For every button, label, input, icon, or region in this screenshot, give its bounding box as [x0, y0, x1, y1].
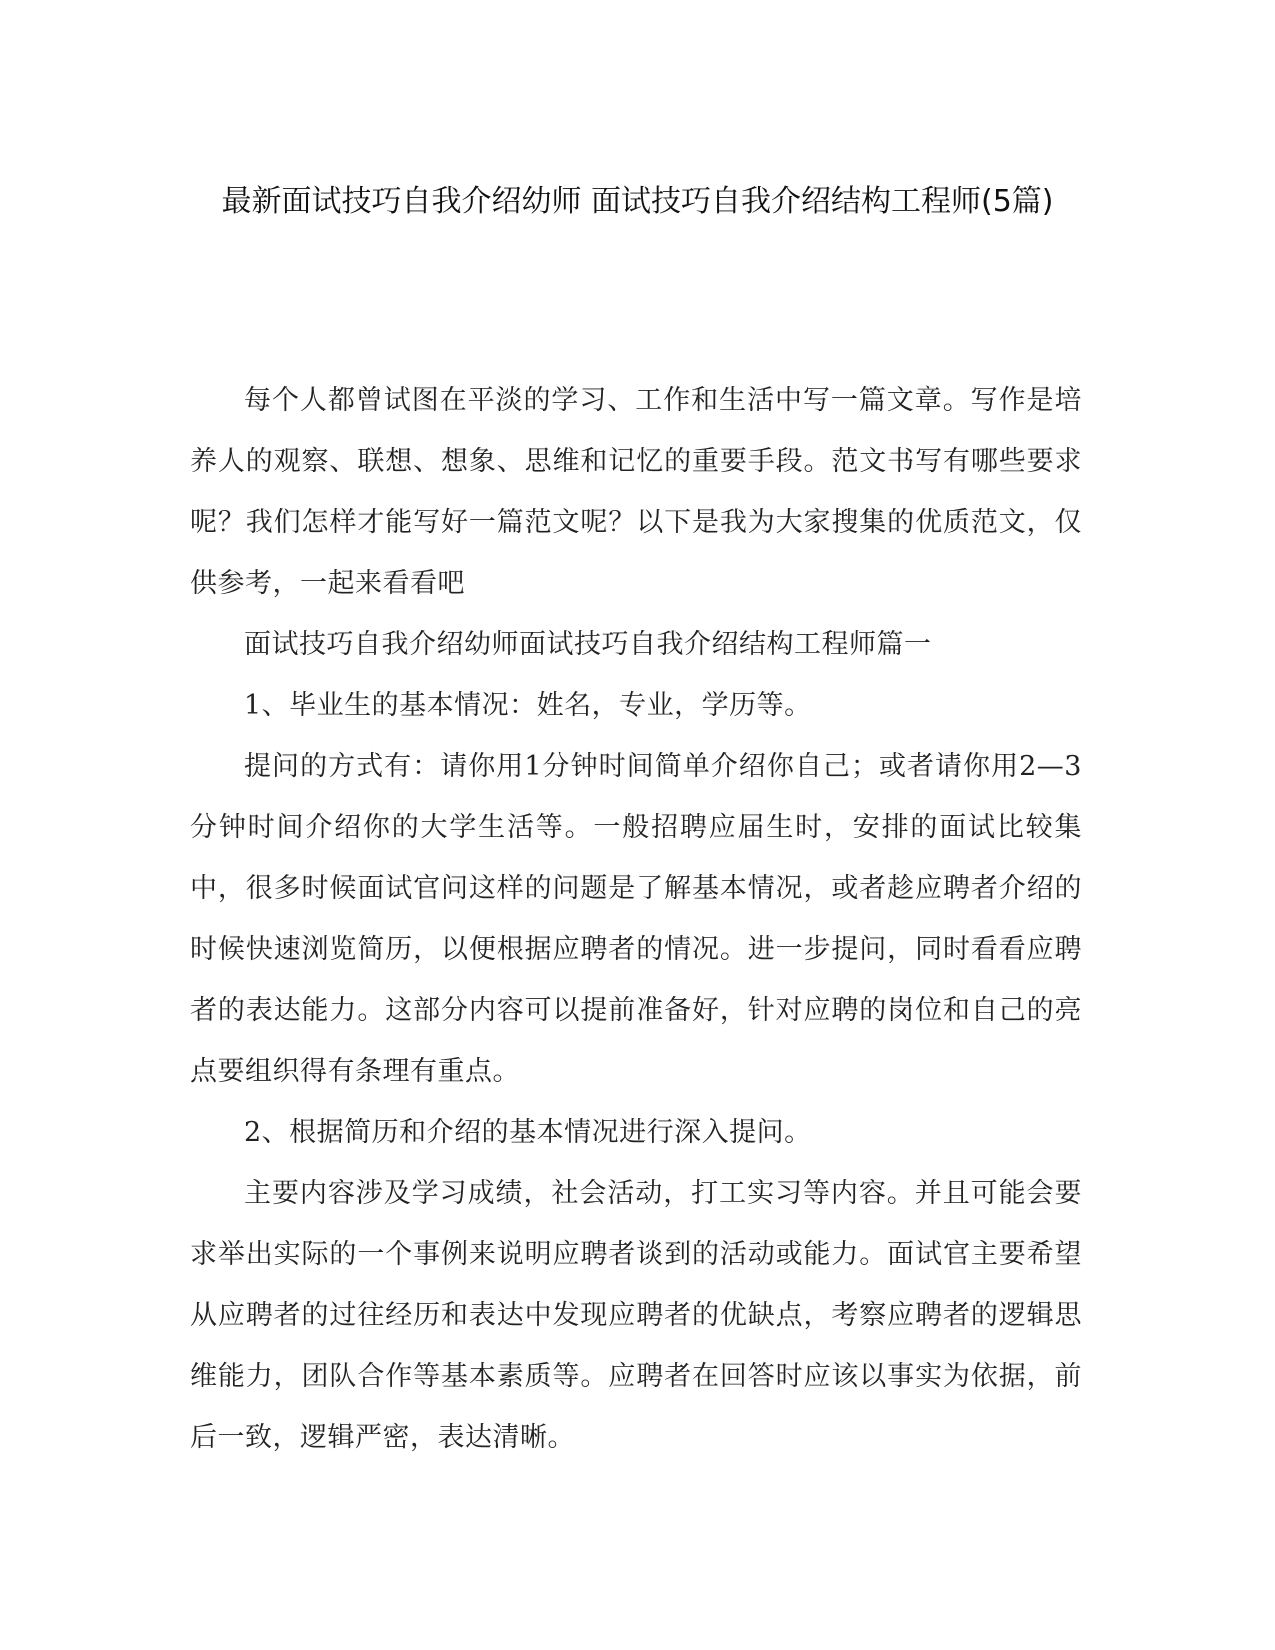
section-heading: 面试技巧自我介绍幼师面试技巧自我介绍结构工程师篇一 [244, 629, 932, 660]
list-item-1: 1、毕业生的基本情况：姓名，专业，学历等。 [244, 690, 812, 721]
document-title: 最新面试技巧自我介绍幼师 面试技巧自我介绍结构工程师(5篇) [221, 184, 1054, 219]
list-item-2: 2、根据简历和介绍的基本情况进行深入提问。 [244, 1117, 812, 1148]
paragraph-main-content: 主要内容涉及学习成绩，社会活动，打工实习等内容。并且可能会要求举出实际的一个事例来说明应聘者谈到的活动或能力。面试官主要希望从应聘者的过往经历和表达中发现应聘者的优缺点，考察应聘者的逻辑思维能力，团队合作等基本素质等。应聘者在回答时应该以事实为依据，前后一致，逻辑严密，表达清晰。 [190, 1178, 1082, 1453]
document-body [190, 370, 1082, 1468]
paragraph-question-method: 提问的方式有：请你用1分钟时间简单介绍你自己；或者请你用2—3分钟时间介绍你的大学生活等。一般招聘应届生时，安排的面试比较集中，很多时候面试官问这样的问题是了解基本情况，或者趁应聘者介绍的时候快速浏览简历，以便根据应聘者的情况。进一步提问，同时看看应聘者的表达能力。这部分内容可以提前准备好，针对应聘的岗位和自己的亮点要组织得有条理有重点。 [190, 751, 1082, 1087]
paragraph-intro: 每个人都曾试图在平淡的学习、工作和生活中写一篇文章。写作是培养人的观察、联想、想象、思维和记忆的重要手段。范文书写有哪些要求呢？我们怎样才能写好一篇范文呢？以下是我为大家搜集的优质范文，仅供参考，一起来看看吧 [190, 385, 1082, 599]
